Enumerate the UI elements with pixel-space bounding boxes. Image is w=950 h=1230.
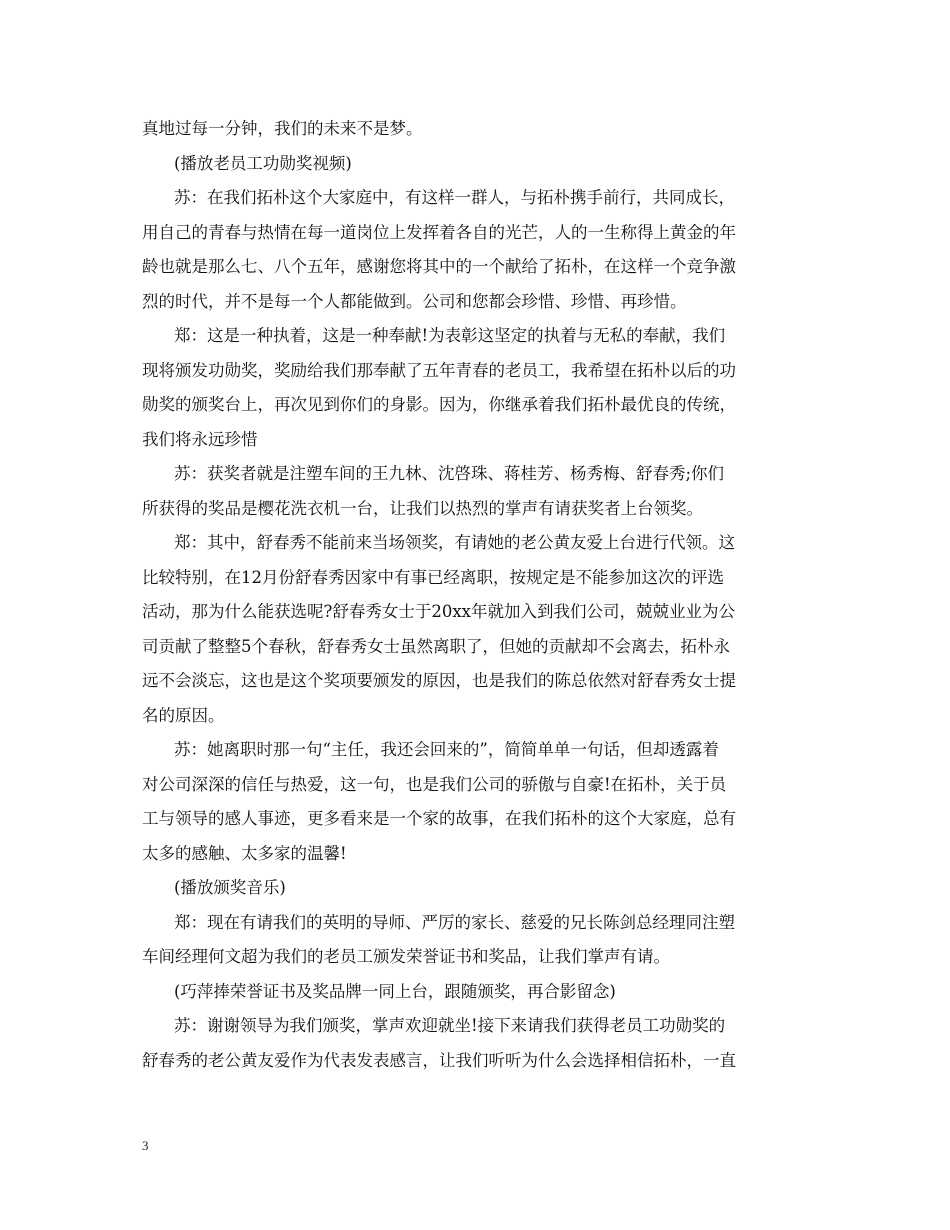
text-line: 烈的时代，并不是每一个人都能做到。公司和您都会珍惜、珍惜、再珍惜。 [142, 291, 687, 311]
text-line: 比较特别，在12月份舒春秀因家中有事已经离职，按规定是不能参加这次的评选 [142, 567, 724, 587]
text-line: 郑：现在有请我们的英明的导师、严厉的家长、慈爱的兄长陈剑总经理同注塑 [174, 912, 735, 932]
text-line: 现将颁发功勋奖，奖励给我们那奉献了五年青春的老员工，我希望在拓朴以后的功 [142, 360, 736, 380]
text-line: 苏：获奖者就是注塑车间的王九林、沈啓珠、蒋桂芳、杨秀梅、舒春秀;你们 [174, 464, 725, 483]
text-line: 勋奖的颁奖台上，再次见到你们的身影。因为，你继承着我们拓朴最优良的传统， [142, 395, 736, 414]
text-line: 用自己的青春与热情在每一道岗位上发挥着各自的光芒，人的一生称得上黄金的年 [142, 222, 736, 242]
text-line: (播放老员工功勋奖视频) [174, 153, 352, 173]
text-line: 苏：她离职时那一句“主任，我还会回来的”，简简单单一句话，但却透露着 [174, 740, 719, 759]
text-line: 所获得的奖品是樱花洗衣机一台，让我们以热烈的掌声有请获奖者上台领奖。 [142, 498, 703, 518]
text-line: 龄也就是那么七、八个五年，感谢您将其中的一个献给了拓朴，在这样一个竞争激 [142, 257, 736, 276]
document-body [142, 112, 812, 1078]
text-line: 车间经理何文超为我们的老员工颁发荣誉证书和奖品，让我们掌声有请。 [142, 947, 670, 966]
text-line: 工与领导的感人事迹，更多看来是一个家的故事，在我们拓朴的这个大家庭，总有 [142, 809, 736, 828]
text-line: 郑：其中，舒春秀不能前来当场领奖，有请她的老公黄友爱上台进行代领。这 [174, 533, 735, 552]
text-line: 活动，那为什么能获选呢?舒春秀女士于20xx年就加入到我们公司，兢兢业业为公 [142, 602, 735, 621]
text-line: 太多的感触、太多家的温馨! [142, 843, 347, 863]
text-line: 我们将永远珍惜 [142, 429, 258, 449]
text-line: 舒春秀的老公黄友爱作为代表发表感言，让我们听听为什么会选择相信拓朴，一直 [142, 1050, 736, 1070]
page-number: 3 [142, 1138, 149, 1153]
text-line: 名的原因。 [142, 705, 225, 725]
text-line: 远不会淡忘，这也是这个奖项要颁发的原因，也是我们的陈总依然对舒春秀女士提 [142, 671, 736, 690]
text-line: 司贡献了整整5个春秋，舒春秀女士虽然离职了，但她的贡献却不会离去，拓朴永 [142, 636, 730, 656]
text-line: 郑：这是一种执着，这是一种奉献!为表彰这坚定的执着与无私的奉献，我们 [174, 326, 726, 345]
text-line: 苏：谢谢领导为我们颁奖，掌声欢迎就坐!接下来请我们获得老员工功勋奖的 [174, 1016, 726, 1035]
text-line: 苏：在我们拓朴这个大家庭中，有这样一群人，与拓朴携手前行，共同成长， [174, 188, 735, 207]
text-line: 真地过每一分钟，我们的未来不是梦。 [142, 119, 423, 138]
text-line: 对公司深深的信任与热爱，这一句，也是我们公司的骄傲与自豪!在拓朴，关于员 [142, 774, 727, 794]
text-line: (播放颁奖音乐) [174, 878, 286, 897]
text-line: (巧萍捧荣誉证书及奖品牌一同上台，跟随颁奖，再合影留念) [174, 981, 616, 1001]
